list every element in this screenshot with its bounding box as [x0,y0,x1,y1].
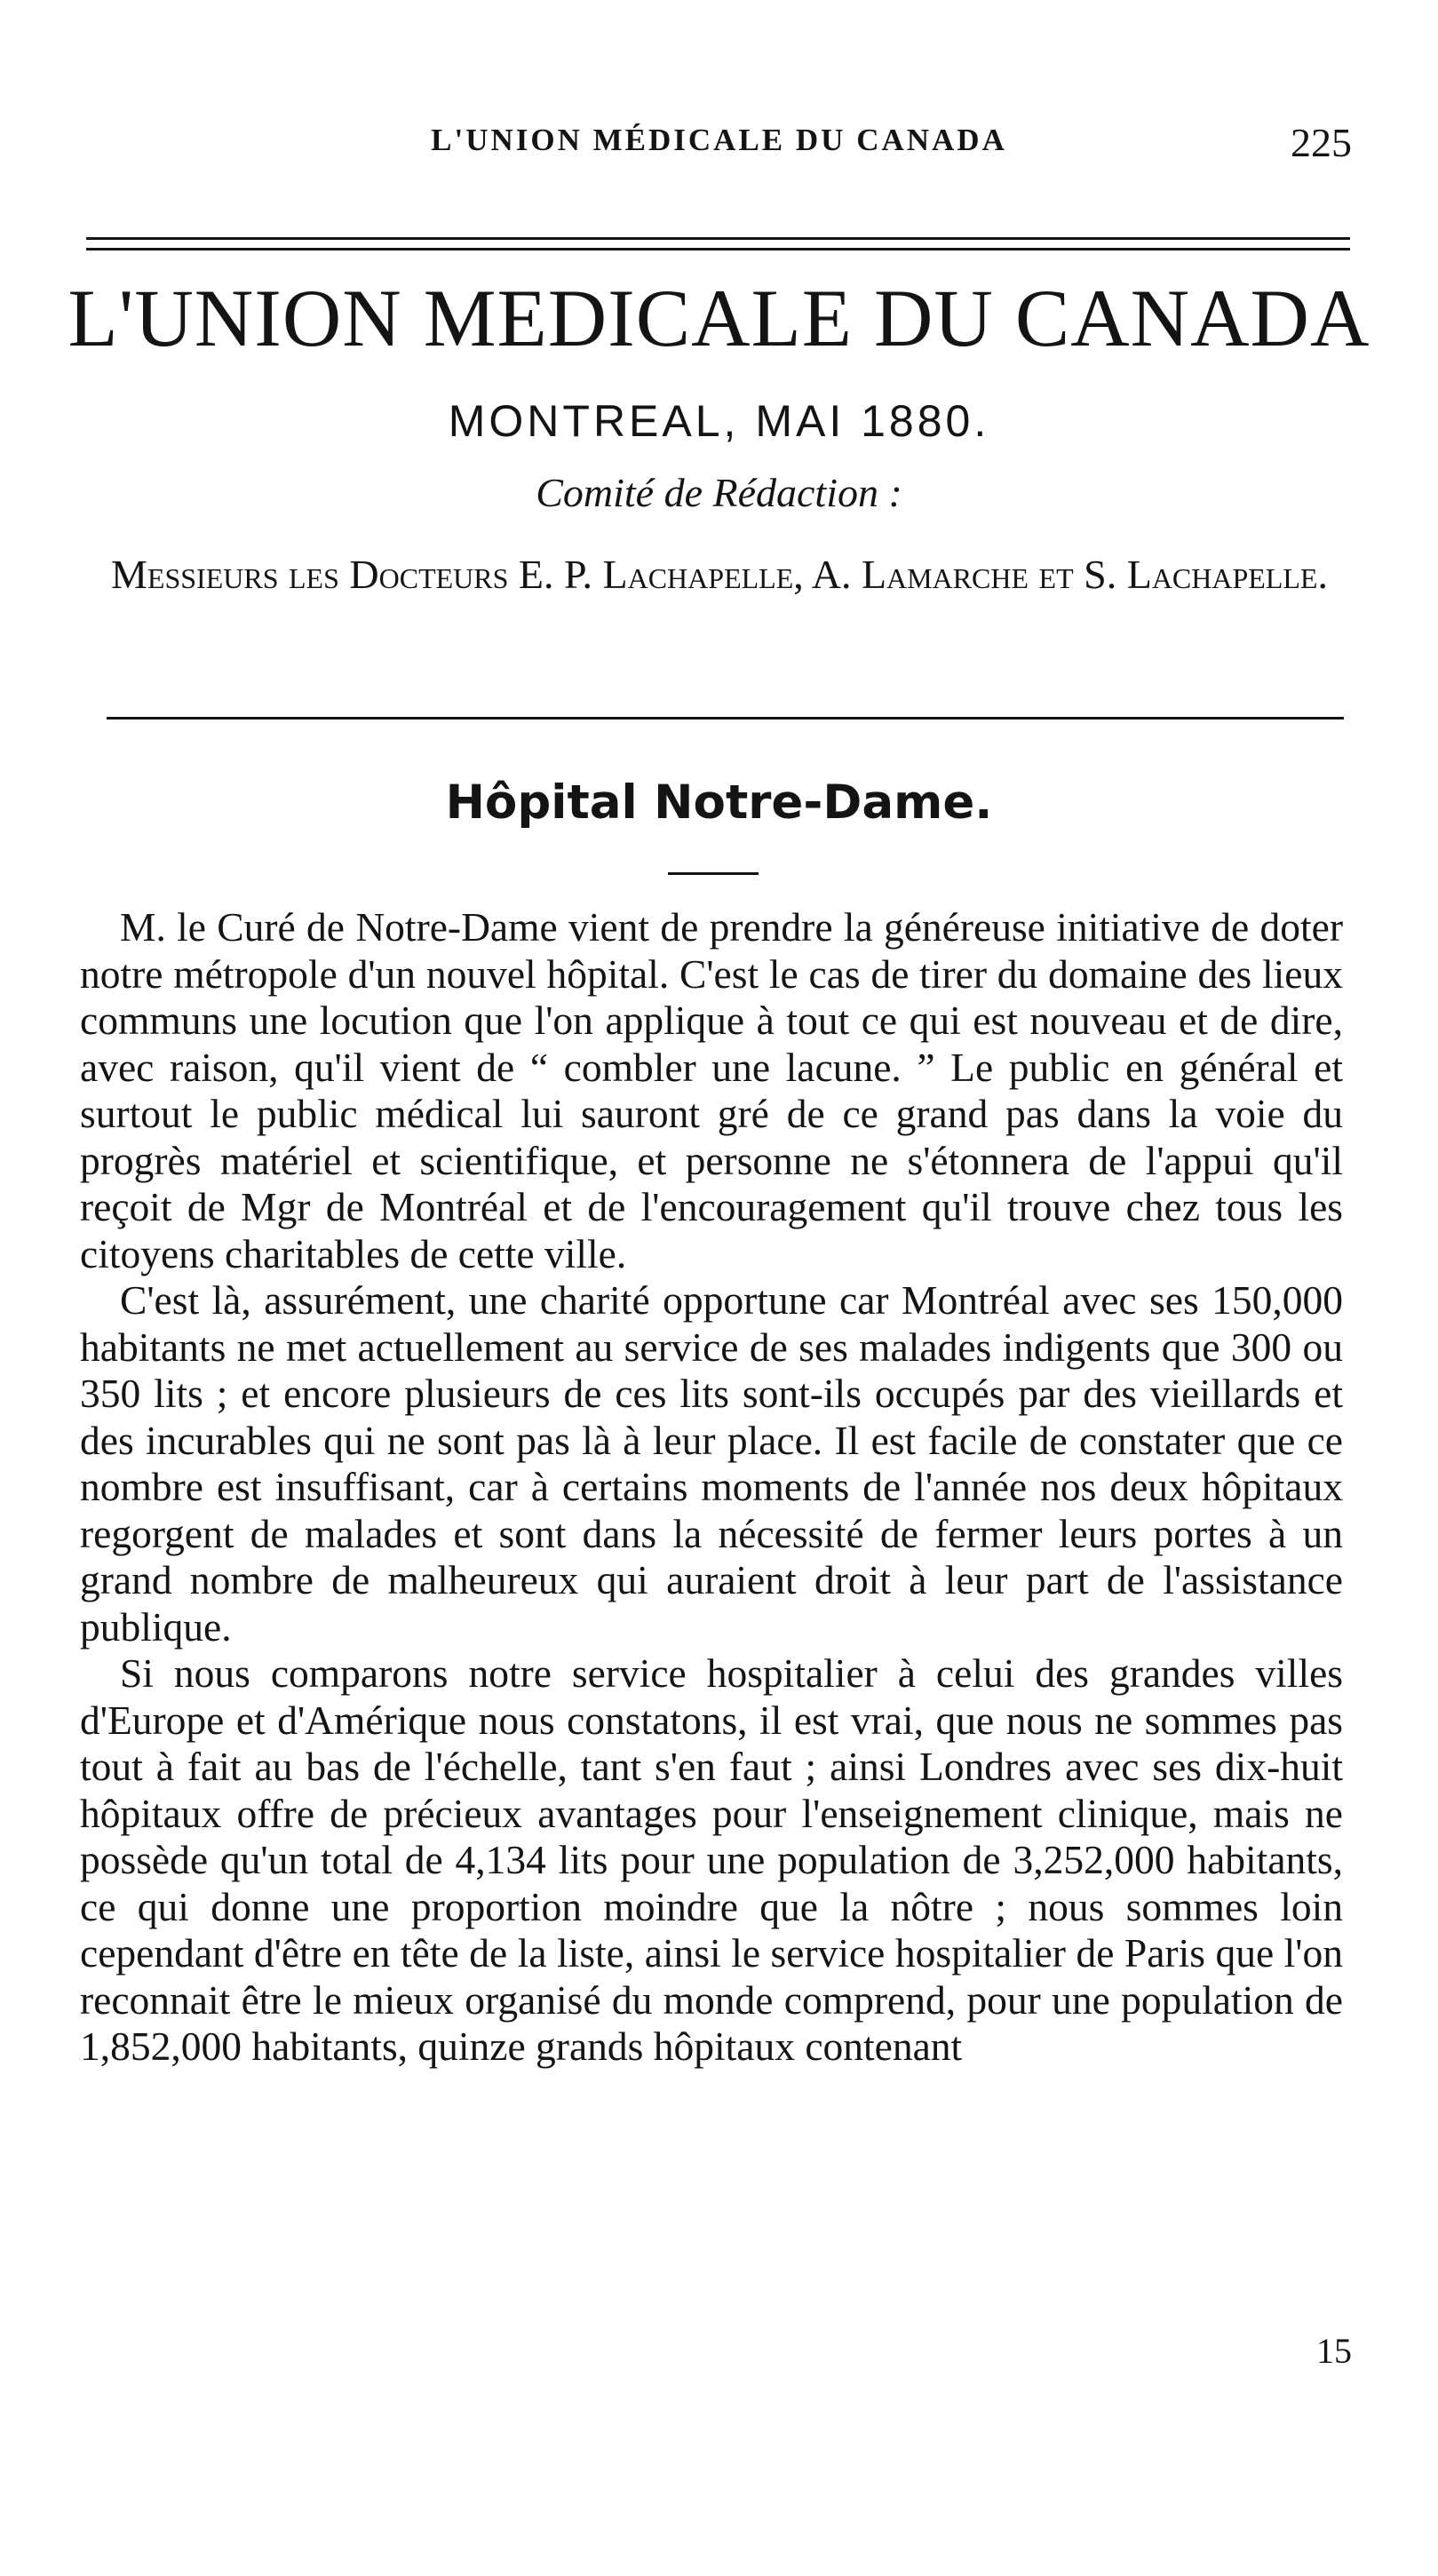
dateline: MONTREAL, MAI 1880. [448,396,990,446]
running-title: L'UNION MÉDICALE DU CANADA [431,123,1007,157]
journal-masthead: L'UNION MEDICALE DU CANADA [68,273,1370,363]
signature-mark: 15 [1316,2331,1352,2371]
committee-members: Messieurs les Docteurs E. P. Lachapelle, A. Lamarche et S. Lachapelle. [111,552,1328,597]
article-body [80,904,1343,2071]
article-paragraph: C'est là, assurément, une charité opportune car Montréal avec ses 150,000 habitants ne met actuellement au service de ses malades indigents que 300 ou 350 lits ; et encore plusieurs de ces lits sont-ils occupés par des vieillards et des incurables qui ne sont pas là à leur place. Il est facile de constater que ce nombre est insuffisant, car à certains moments de l'année nos deux hôpitaux regorgent de malades et sont dans la nécessité de fermer leurs portes à un grand nombre de malheureux qui auraient droit à leur part de l'assistance publique. [80,1277,1343,1650]
running-head [0,120,1438,176]
article-paragraph: Si nous comparons notre service hospitalier à celui des grandes villes d'Europe et d'Amérique nous constatons, il est vrai, que nous ne sommes pas tout à fait au bas de l'échelle, tant s'en faut ; ainsi Londres avec ses dix-huit hôpitaux offre de précieux avantages pour l'enseignement clinique, mais ne possède qu'un total de 4,134 lits pour une population de 3,252,000 habitants, ce qui donne une proportion moindre que la nôtre ; nous sommes loin cependant d'être en tête de la liste, ainsi le service hospitalier de Paris que l'on reconnait être le mieux organisé du monde comprend, pour une population de 1,852,000 habitants, quinze grands hôpitaux contenant [80,1650,1343,2069]
article-title: Hôpital Notre-Dame. [445,775,993,830]
double-rule-divider [86,237,1350,250]
page-number: 225 [1291,120,1352,165]
title-underline-rule [668,872,759,875]
committee-heading: Comité de Rédaction : [536,470,902,515]
section-divider [107,717,1344,720]
article-paragraph: M. le Curé de Notre-Dame vient de prendre la généreuse initiative de doter notre métropole d'un nouvel hôpital. C'est le cas de tirer du domaine des lieux communs une locution que l'on applique à tout ce qui est nouveau et de dire, avec raison, qu'il vient de “ combler une lacune. ” Le public en général et surtout le public médical lui sauront gré de ce grand pas dans la voie du progrès matériel et scientifique, et personne ne s'étonnera de l'appui qu'il reçoit de Mgr de Montréal et de l'encouragement qu'il trouve chez tous les citoyens charitables de cette ville. [80,904,1343,1276]
